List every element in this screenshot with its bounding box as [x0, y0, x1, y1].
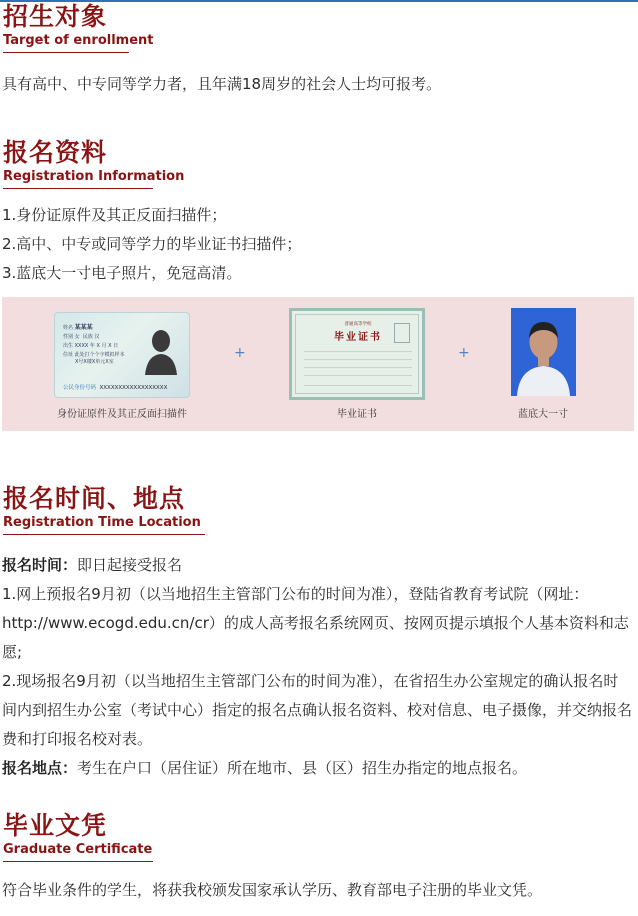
person-silhouette-icon [141, 325, 181, 375]
online-registration-step: 1.网上预报名9月初（以当地招生主管部门公布的时间为准），登陆省教育考试院（网址：http://www.ecogd.edu.cn/cr）的成人高考报名系统网页、按网页提示填报个人基本资料和志愿; [2, 585, 629, 661]
image-caption: 蓝底大一寸 [518, 409, 568, 420]
time-value: 即日起接受报名 [77, 556, 183, 574]
plus-icon: + [458, 345, 470, 361]
materials-list [0, 201, 638, 288]
registration-location [2, 754, 632, 783]
image-caption: 身份证原件及其正反面扫描件 [57, 409, 187, 420]
section-title-cn: 招生对象 [3, 2, 108, 31]
registration-time [2, 551, 632, 580]
section-title-cn: 报名时间、地点 [3, 484, 186, 513]
diploma-icon: 普通高等学校 毕业证书 [289, 308, 425, 400]
title-underline [3, 861, 153, 862]
graduate-text: 符合毕业条件的学生，将获我校颁发国家承认学历、教育部电子注册的毕业文凭。 [2, 881, 543, 899]
list-item: 3.蓝底大一寸电子照片，免冠高清。 [2, 264, 242, 282]
title-underline [3, 534, 205, 535]
list-item: 2.高中、中专或同等学力的毕业证书扫描件； [2, 235, 302, 253]
section-title-en: Graduate Certificate [3, 842, 153, 857]
materials-image-strip [2, 297, 634, 431]
title-underline [3, 52, 129, 53]
id-card-icon: 姓名 某某某 性别 女 民族 汉 出生 XXXX 年 X 月 X 日 住址 此处打个个字模拟样本 X号X楼X单元X室 公民身份号码 XXXXXXXXXXXXXXXXXX [54, 312, 190, 398]
section-title-cn: 报名资料 [3, 138, 108, 167]
time-location-body [0, 551, 638, 783]
title-underline [3, 188, 153, 189]
location-label: 报名地点： [2, 759, 78, 777]
list-item: 1.身份证原件及其正反面扫描件； [2, 206, 227, 224]
section-title-cn: 毕业文凭 [3, 811, 108, 840]
section-materials [0, 138, 638, 189]
target-text: 具有高中、中专同等学力者，且年满18周岁的社会人士均可报考。 [2, 75, 442, 93]
time-label: 报名时间： [2, 556, 78, 574]
plus-icon: + [234, 345, 246, 361]
section-title-en: Registration Time Location [3, 515, 201, 530]
section-graduate [0, 811, 638, 862]
image-caption: 毕业证书 [337, 409, 377, 420]
onsite-registration-step: 2.现场报名9月初（以当地招生主管部门公布的时间为准），在省招生办公室规定的确认报名时间内到招生办公室（考试中心）指定的报名点确认报名资料、校对信息、电子摄像，并交纳报名费和打印报名校对表。 [2, 672, 633, 748]
location-value: 考生在户口（居住证）所在地市、县（区）招生办指定的地点报名。 [77, 759, 528, 777]
section-title-en: Target of enrollment [3, 33, 154, 48]
portrait-photo-icon [511, 308, 576, 396]
section-target [0, 2, 638, 53]
section-time-location [0, 484, 638, 535]
section-title-en: Registration Information [3, 169, 185, 184]
